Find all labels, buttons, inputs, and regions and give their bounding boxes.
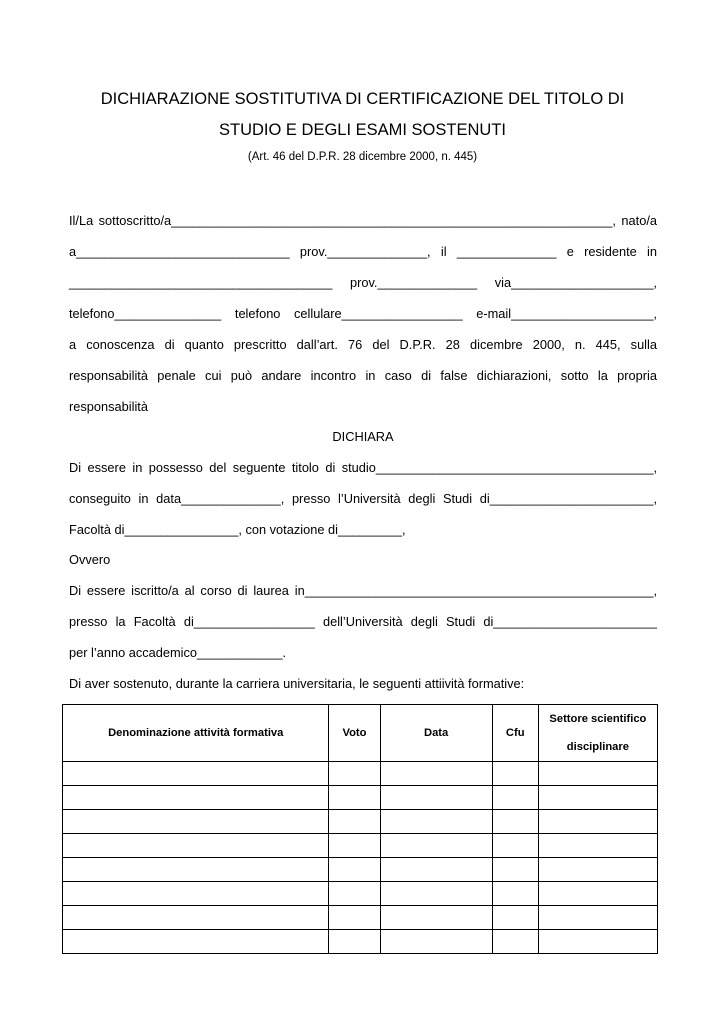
table-row (63, 834, 658, 858)
table-row (63, 882, 658, 906)
table-cell (492, 810, 538, 834)
header-cfu: Cfu (492, 705, 538, 762)
table-cell (63, 786, 329, 810)
table-cell (380, 906, 492, 930)
table-cell (380, 930, 492, 954)
form-line-graduation: conseguito in data______________, presso l’Università degli Studi di_______________________, (69, 491, 657, 506)
form-line-enrolled: Di essere iscritto/a al corso di laurea in_________________________________________________, (69, 583, 657, 598)
table-cell (492, 858, 538, 882)
table-cell (63, 930, 329, 954)
table-cell (63, 810, 329, 834)
table-cell (380, 834, 492, 858)
table-cell (329, 810, 380, 834)
form-paragraph-line-1: a conoscenza di quanto prescritto dall’art. 76 del D.P.R. 28 dicembre 2000, n. 445, sulla (69, 337, 657, 352)
form-line-ovvero: Ovvero (69, 552, 111, 567)
form-line-birth: a______________________________ prov.______________, il ______________ e residente in (69, 244, 657, 259)
table-cell (380, 762, 492, 786)
table-cell (492, 930, 538, 954)
table-cell (380, 858, 492, 882)
table-row (63, 906, 658, 930)
header-data: Data (380, 705, 492, 762)
header-settore-line-1: Settore scientifico (549, 713, 647, 725)
table-cell (63, 858, 329, 882)
table-cell (329, 906, 380, 930)
form-line-name: Il/La sottoscritto/a______________________________________________________________, nato/a (69, 213, 657, 228)
header-settore (538, 705, 657, 762)
document-subtitle: (Art. 46 del D.P.R. 28 dicembre 2000, n. 445) (247, 151, 478, 163)
table-cell (380, 786, 492, 810)
table-row (63, 810, 658, 834)
table-header-row (63, 705, 658, 762)
form-line-degree: Di essere in possesso del seguente titolo di studio_______________________________________, (69, 460, 657, 475)
form-line-activities-intro: Di aver sostenuto, durante la carriera universitaria, le seguenti attiività formative: (69, 676, 525, 691)
table-cell (329, 858, 380, 882)
table-row (63, 930, 658, 954)
table-cell (538, 906, 657, 930)
table-row (63, 786, 658, 810)
form-paragraph-line-3: responsabilità (69, 399, 148, 414)
form-paragraph-line-2: responsabilità penale cui può andare incontro in caso di false dichiarazioni, sotto la propria (69, 368, 657, 383)
form-line-enrolled-faculty: presso la Facoltà di_________________ dell’Università degli Studi di_______________________ (69, 614, 657, 629)
header-denominazione: Denominazione attività formativa (63, 705, 329, 762)
table-cell (538, 882, 657, 906)
form-line-residence: _____________________________________ prov.______________ via____________________, (69, 275, 657, 290)
table-cell (63, 834, 329, 858)
table-cell (329, 930, 380, 954)
table-cell (492, 762, 538, 786)
table-cell (329, 834, 380, 858)
header-voto: Voto (329, 705, 380, 762)
table-cell (538, 858, 657, 882)
table-cell (380, 882, 492, 906)
document-title-line-1: DICHIARAZIONE SOSTITUTIVA DI CERTIFICAZIONE DEL TITOLO DI (100, 90, 625, 108)
header-settore-line-2: disciplinare (566, 741, 629, 753)
table-cell (538, 930, 657, 954)
table-cell (492, 882, 538, 906)
dichiara-heading: DICHIARA (332, 429, 394, 444)
form-line-contacts: telefono_______________ telefono cellulare_________________ e-mail____________________, (69, 306, 657, 321)
table-cell (538, 810, 657, 834)
table-cell (329, 882, 380, 906)
table-cell (329, 786, 380, 810)
table-row (63, 858, 658, 882)
document-title-line-2: STUDIO E DEGLI ESAMI SOSTENUTI (219, 121, 506, 139)
form-line-academic-year: per l’anno accademico____________. (69, 645, 287, 660)
form-line-faculty: Facoltà di________________, con votazione di_________, (69, 522, 406, 537)
table-cell (329, 762, 380, 786)
table-row (63, 762, 658, 786)
table-cell (492, 906, 538, 930)
table-cell (63, 906, 329, 930)
table-cell (63, 882, 329, 906)
table-cell (538, 786, 657, 810)
table-cell (380, 810, 492, 834)
table-cell (538, 762, 657, 786)
table-cell (63, 762, 329, 786)
table-cell (492, 834, 538, 858)
table-cell (538, 834, 657, 858)
table-cell (492, 786, 538, 810)
activities-table (62, 704, 658, 954)
